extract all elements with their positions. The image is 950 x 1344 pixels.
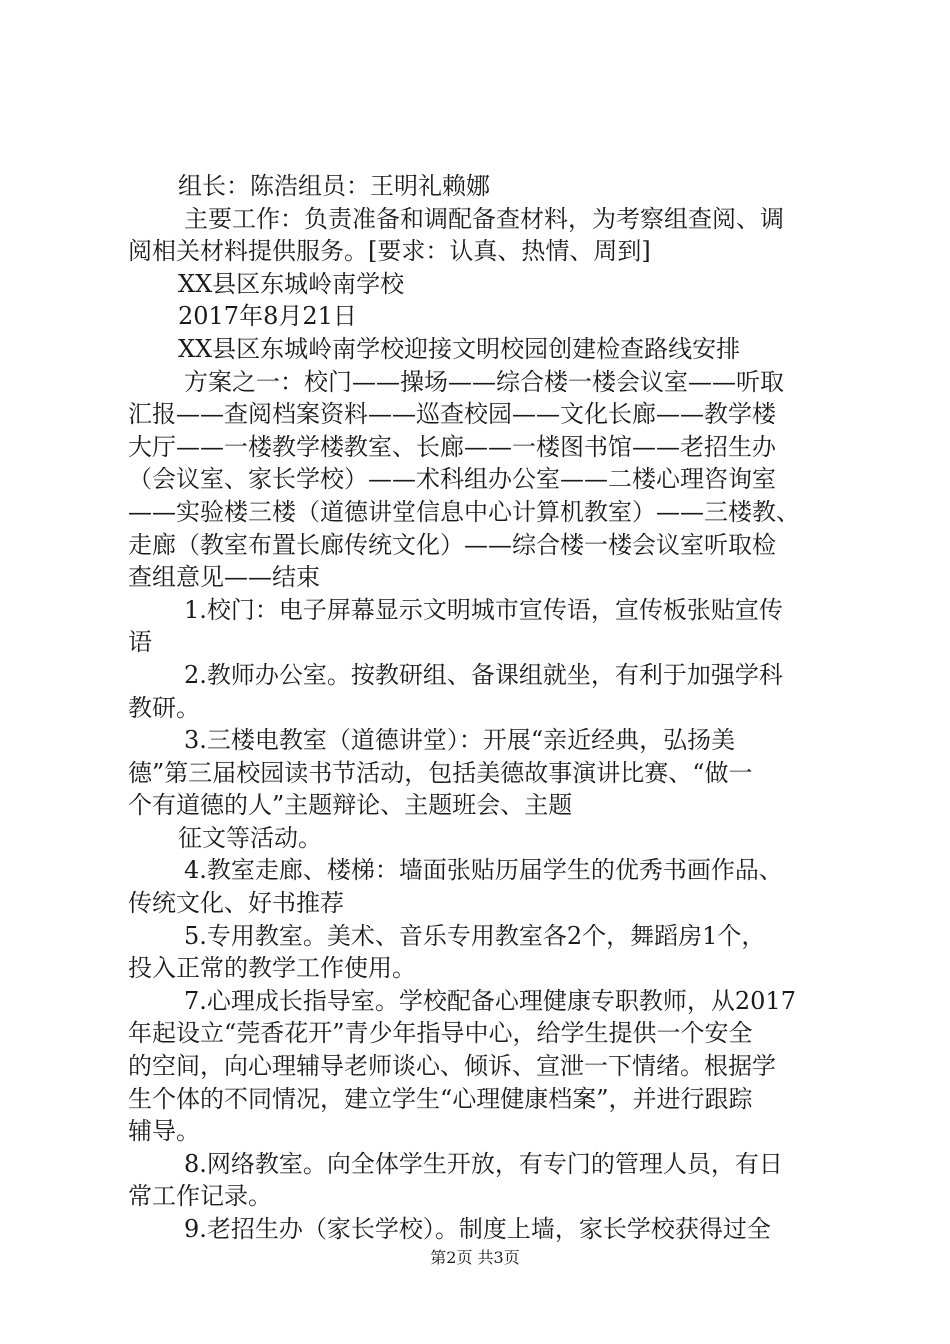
essay-activities-paragraph	[128, 822, 840, 855]
date-paragraph	[128, 300, 840, 333]
item-8-paragraph	[128, 1148, 840, 1213]
text-line: 7.心理成长指导室。学校配备心理健康专职教师，从2017	[184, 986, 796, 1015]
text-line: 5.专用教室。美术、音乐专用教室各2个，舞蹈房1个，	[184, 921, 766, 950]
text-line: 走廊（教室布置长廊传统文化）——综合楼一楼会议室听取检	[128, 530, 776, 559]
text-line: 教研。	[128, 693, 200, 722]
text-line: 2.教师办公室。按教研组、备课组就坐，有利于加强学科	[184, 660, 783, 689]
text-line: 大厅——一楼教学楼教室、长廊——一楼图书馆——老招生办	[128, 432, 776, 461]
text-line: 主要工作：负责准备和调配备查材料，为考察组查阅、调	[184, 204, 784, 233]
item-9-paragraph	[128, 1213, 840, 1246]
text-line: 方案之一：校门——操场——综合楼一楼会议室——听取	[184, 367, 784, 396]
text-line: 4.教室走廊、楼梯：墙面张贴历届学生的优秀书画作品、	[184, 856, 783, 885]
item-5-paragraph	[128, 920, 840, 985]
text-line: 辅导。	[128, 1117, 200, 1146]
text-line: 个有道德的人”主题辩论、主题班会、主题	[128, 791, 573, 820]
text-line: 组长：陈浩组员：王明礼赖娜	[178, 172, 490, 200]
team-members-paragraph	[128, 170, 840, 203]
text-line: 1.校门：电子屏幕显示文明城市宣传语，宣传板张贴宣传	[184, 595, 783, 624]
item-2-paragraph	[128, 659, 840, 724]
text-line: 8.网络教室。向全体学生开放，有专门的管理人员，有日	[184, 1149, 783, 1178]
text-line: 德”第三届校园读书节活动，包括美德故事演讲比赛、“做一	[128, 758, 753, 787]
text-line: 征文等活动。	[178, 823, 322, 852]
text-line: 常工作记录。	[128, 1182, 272, 1211]
text-line: XX县区东城岭南学校迎接文明校园创建检查路线安排	[178, 334, 741, 363]
text-line: ——实验楼三楼（道德讲堂信息中心计算机教室）——三楼教、	[128, 497, 800, 526]
text-line: 的空间，向心理辅导老师谈心、倾诉、宣泄一下情绪。根据学	[128, 1052, 776, 1081]
text-line: 阅相关材料提供服务。[要求：认真、热情、周到]	[128, 237, 651, 266]
text-line: 查组意见——结束	[128, 563, 320, 592]
text-line: 投入正常的教学工作使用。	[128, 954, 416, 983]
plan-one-paragraph	[128, 366, 840, 594]
page-footer	[0, 1245, 950, 1268]
page-number-label: 第2页 共3页	[430, 1248, 520, 1267]
route-title-paragraph	[128, 333, 840, 366]
text-line: （会议室、家长学校）——术科组办公室——二楼心理咨询室	[128, 465, 776, 494]
school-name-paragraph	[128, 268, 840, 301]
text-line: 语	[128, 628, 152, 657]
item-4-paragraph	[128, 854, 840, 919]
item-3-paragraph	[128, 724, 840, 822]
text-line: 汇报——查阅档案资料——巡查校园——文化长廊——教学楼	[128, 400, 776, 429]
text-line: 9.老招生办（家长学校）。制度上墙，家长学校获得过全	[184, 1215, 771, 1243]
text-line: 传统文化、好书推荐	[128, 889, 344, 918]
item-1-paragraph	[128, 594, 840, 659]
document-body	[128, 170, 840, 1246]
text-line: 年起设立“莞香花开”青少年指导中心，给学生提供一个安全	[128, 1019, 753, 1048]
text-line: 2017年8月21日	[178, 302, 357, 331]
text-line: 生个体的不同情况，建立学生“心理健康档案”，并进行跟踪	[128, 1084, 753, 1113]
text-line: 3.三楼电教室（道德讲堂）：开展“亲近经典，弘扬美	[184, 726, 736, 755]
text-line: XX县区东城岭南学校	[178, 269, 405, 298]
main-work-paragraph	[128, 203, 840, 268]
item-7-paragraph	[128, 985, 840, 1148]
